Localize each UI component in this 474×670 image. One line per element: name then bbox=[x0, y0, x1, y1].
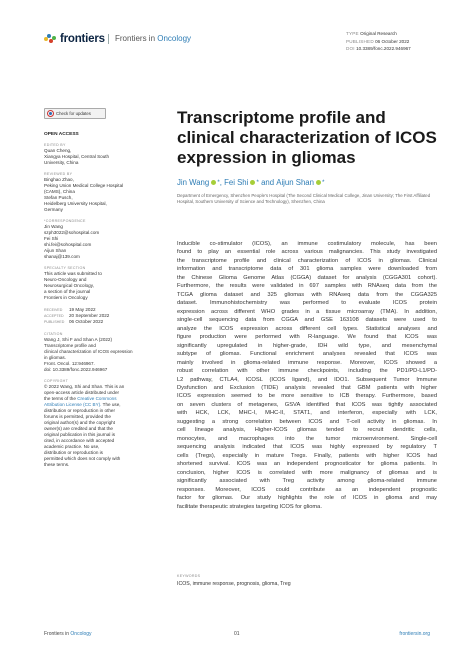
abstract-line: Dysfunction and Exclusion (TIDE) analysis revealed that GBM patients with higher bbox=[177, 384, 437, 391]
author-list bbox=[177, 178, 325, 187]
abstract-line: monocytes, and macrophages into the tumor microenvironment. Single-cell bbox=[177, 435, 437, 442]
abstract-line: on seven clusters of metagenes, GSVA identified that ICOS was tightly associated bbox=[177, 401, 437, 408]
correspondence-label: *CORRESPONDENCE bbox=[44, 219, 86, 223]
cc-by-license-link[interactable]: Creative Commons Attribution License (CC BY). bbox=[44, 395, 117, 407]
abstract-line: subtype of gliomas. Functional enrichment analyses revealed that ICOS was bbox=[177, 351, 437, 358]
date-published: PUBLISHED 06 October 2022 bbox=[44, 319, 104, 325]
meta-doi: DOI 10.3389/fonc.2022.946967 bbox=[346, 46, 411, 52]
keywords-label: KEYWORDS bbox=[177, 574, 201, 578]
citation-label: CITATION bbox=[44, 331, 63, 336]
abstract-line: analyze the ICOS expression across different cell types. Statistical analyses and bbox=[177, 325, 437, 332]
copyright-text: © 2022 Wang, Shi and Shan. This is an open-access article distributed under the terms of the Creative Commons Attribution License (CC BY). The use, distribution or reproduction in other forums is permitted, provided the original author(s) and the copyright owner(s) are credited and that the original publication in this journal is cited, in accordance with accepted academic practice. No use, distribution or reproduction is permitted which does not comply with these terms. bbox=[44, 383, 125, 467]
author-mark: * bbox=[321, 179, 325, 186]
abstract-line: factor for gliomas. Our study highlights the role of ICOS in glioma and may bbox=[177, 495, 437, 502]
footer-journal: Frontiers in Oncology bbox=[44, 631, 92, 637]
edited-by-label: EDITED BY bbox=[44, 143, 66, 147]
date-accepted: ACCEPTED 20 September 2022 bbox=[44, 313, 110, 319]
author-name[interactable]: Aijun Shan bbox=[276, 178, 314, 187]
abstract-line: robust correlation with other immune checkpoints, including the PD1/PD-L1/PD- bbox=[177, 368, 437, 375]
frontiers-logo[interactable] bbox=[44, 33, 105, 45]
abstract-line: dataset. Immunohistochemistry was performed to evaluate ICOS protein bbox=[177, 300, 437, 307]
abstract-line: conclusion, higher ICOS is correlated with more malignancy of gliomas and is bbox=[177, 469, 437, 476]
abstract-line: mainly involved in glioma-related immune response. Moreover, ICOS showed a bbox=[177, 359, 437, 366]
meta-type: TYPE Original Research bbox=[346, 31, 397, 36]
date-received: RECEIVED 19 May 2022 bbox=[44, 307, 96, 312]
journal-name: Oncology bbox=[157, 34, 192, 43]
article-dates bbox=[44, 307, 162, 326]
abstract-line: the transcriptome profile and clinical characterization of ICOS in gliomas. Clinical bbox=[177, 257, 437, 264]
specialty-section-text: This article was submitted to Neuro-Oncology and Neurosurgical Oncology, a section of the journal Frontiers in Oncology bbox=[44, 271, 102, 300]
abstract-line: single-cell sequencing data from CGGA and GSE 163108 datasets were used to bbox=[177, 317, 437, 324]
open-access-label: OPEN ACCESS bbox=[44, 132, 79, 137]
abstract-line: with HCK, LCK, MHC-I, MHC-II, STAT1, and interferon, especially with LCK, bbox=[177, 410, 437, 417]
brand-name: frontiers bbox=[60, 33, 105, 45]
author-mark: * bbox=[256, 179, 259, 186]
check-updates-label: Check for updates bbox=[56, 111, 91, 116]
specialty-section-label: SPECIALTY SECTION bbox=[44, 266, 86, 270]
abstract-line: significantly associated with Treg activity among glioma-related immune bbox=[177, 478, 437, 485]
header-divider bbox=[108, 34, 109, 44]
orcid-icon[interactable] bbox=[316, 180, 321, 185]
page-header bbox=[0, 0, 474, 70]
abstract-line: found to play an essential role across various malignancies. This study investigated bbox=[177, 249, 437, 256]
author-separator: , bbox=[219, 178, 225, 187]
abstract-line: TCGA glioma dataset and 325 gliomas with RNAseq data from the CGGA325 bbox=[177, 291, 437, 298]
orcid-icon[interactable] bbox=[211, 180, 216, 185]
check-updates-button[interactable] bbox=[44, 108, 106, 119]
author-affiliations: Department of Emergency, Shenzhen People's Hospital (The Second Clinical Medical College, Jinan University; The First Affiliated Hospital, Southern University of Science and Technology), Shenzhen, China bbox=[177, 193, 431, 204]
abstract-line: cells (Tregs), especially in mature Tregs. Finally, patients with higher ICOS had bbox=[177, 452, 437, 459]
abstract-line: information and transcriptome data of 301 glioma samples were downloaded from bbox=[177, 266, 437, 273]
abstract-line: L2 pathway, CTLA4, ICOSL (ICOS ligand), and IDO1. Subsequent Tumor Immune bbox=[177, 376, 437, 383]
page-number: 01 bbox=[234, 631, 240, 637]
abstract-line: expression across different WHO grades in a tissue microarray (TMA). In addition, bbox=[177, 308, 437, 315]
orcid-icon[interactable] bbox=[250, 180, 255, 185]
reviewed-by-label: REVIEWED BY bbox=[44, 172, 73, 176]
author-separator: and bbox=[258, 178, 277, 187]
citation-text: Wang J, Shi F and Shan A (2022) Transcriptome profile and clinical characterization of ICOS expression in gliomas. Front. Oncol. 12:946967. doi: 10.3389/fonc.2022.946967 bbox=[44, 336, 133, 372]
reviewed-by-text: Binghao Zhao, Peking Union Medical College Hospital (CAMS), China Stefan Pusch, Heidelberg University Hospital, Germany bbox=[44, 177, 124, 212]
correspondence-text[interactable]: Jin Wang szph3022@sohospital.com Fei Shi shi.fei@sohospital.com Aijun Shan shanaj@139.com bbox=[44, 224, 100, 259]
article-title: Transcriptome profile and clinical characterization of ICOS expression in gliomas bbox=[177, 108, 437, 167]
abstract-line: responses. Moreover, ICOS could contribute as an independent prognostic bbox=[177, 486, 437, 493]
footer-site-link[interactable]: frontiersin.org bbox=[399, 631, 430, 637]
abstract-line: facilitate therapeutic strategies targeting ICOS for glioma. bbox=[177, 503, 322, 510]
abstract-line: significantly upregulated in higher-grade, IDH wild type, and mesenchymal bbox=[177, 342, 437, 349]
abstract-line: Inducible co-stimulator (ICOS), an immune costimulatory molecule, has been bbox=[177, 241, 437, 247]
article-meta bbox=[346, 30, 411, 53]
abstract-line: sequencing analysis indicated that ICOS was highly expressed by regulatory T bbox=[177, 444, 437, 451]
abstract bbox=[177, 240, 437, 511]
abstract-line: cell lineage analysis, Higher-ICOS gliomas tended to recruit dendritic cells, bbox=[177, 427, 437, 434]
copyright-label: COPYRIGHT bbox=[44, 378, 69, 383]
abstract-line: Furthermore, the results were validated in 697 samples with RNAseq data from the bbox=[177, 283, 437, 290]
abstract-line: figure production were performed with R-language. We found that ICOS was bbox=[177, 334, 437, 341]
author-mark: * bbox=[217, 179, 220, 186]
edited-by-text: Quan Cheng, Xiangya Hospital, Central South University, China bbox=[44, 148, 110, 165]
journal-prefix: Frontiers in bbox=[115, 34, 156, 43]
abstract-line: suggesting a strong correlation between ICOS and T-cell activity in gliomas. In bbox=[177, 418, 437, 425]
crossmark-icon bbox=[47, 110, 54, 117]
meta-published: PUBLISHED 06 October 2022 bbox=[346, 38, 410, 44]
abstract-line: the Chinese Glioma Genome Atlas (CGGA) dataset for analysis (CGGA301 cohort). bbox=[177, 274, 437, 281]
author-name[interactable]: Jin Wang bbox=[177, 178, 210, 187]
frontiers-logo-icon bbox=[44, 34, 57, 45]
author-name[interactable]: Fei Shi bbox=[224, 178, 249, 187]
article-sidebar bbox=[44, 108, 162, 468]
abstract-line: ICOS expression seemed to be more sensitive to ICB therapy. Furthermore, based bbox=[177, 393, 437, 400]
journal-title[interactable] bbox=[115, 34, 191, 43]
keywords-text: ICOS, immune response, prognosis, glioma, Treg bbox=[177, 581, 291, 587]
abstract-line: shortened survival. ICOS was an independent prognosticator for glioma patients. In bbox=[177, 461, 437, 468]
